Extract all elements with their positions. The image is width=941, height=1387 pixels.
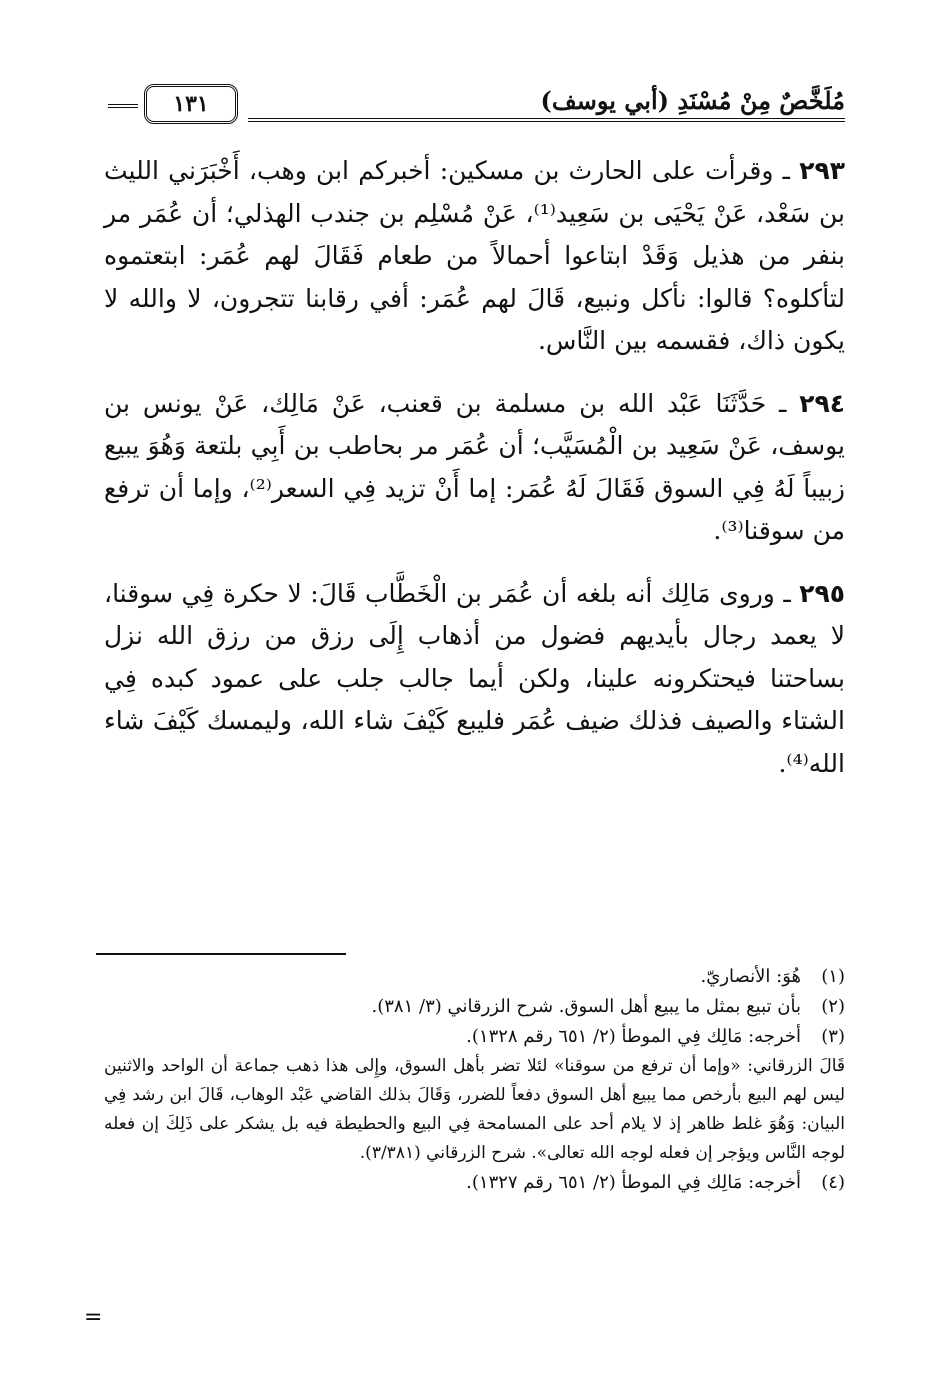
- footnote-number: (٤): [821, 1172, 845, 1193]
- footnote-text: بأن تبيع بمثل ما يبيع أهل السوق. شرح الزرقاني (٣/ ٣٨١).: [371, 996, 801, 1017]
- footnote-separator: [96, 953, 346, 955]
- footnote-text: أخرجه: مَالِك فِي الموطأ (٢/ ٦٥١ رقم ١٣٢٨).: [466, 1026, 801, 1047]
- footnote: [104, 1168, 845, 1198]
- footnote: [104, 992, 845, 1022]
- footnote-text: أخرجه: مَالِك فِي الموطأ (٢/ ٦٥١ رقم ١٣٢٧).: [466, 1172, 801, 1193]
- header-rule-right: [248, 118, 845, 122]
- footnote-text: هُوَ: الأنصاريّ.: [700, 966, 801, 987]
- hadith-text: ـ وقرأت على الحارث بن مسكين: أخبركم ابن وهب، أَخْبَرَني الليث بن سَعْد، عَنْ يَحْيَى بن سَعِيد⁽¹⁾، عَنْ مُسْلِم بن جندب الهذلي؛ أن عُمَر مر بنفر من هذيل وَقَدْ ابتاعوا أحمالاً من طعام فَقَالَ لهم عُمَر: ابتعتموه لتأكلوه؟ قالوا: نأكل ونبيع، قَالَ لهم عُمَر: أفي رقابنا تتجرون، لا والله لا يكون ذاك، فقسمه بين النَّاس.: [104, 156, 845, 355]
- continuation-mark: =: [84, 1305, 103, 1330]
- main-text: [104, 150, 845, 805]
- hadith-text: ـ وروى مَالِك أنه بلغه أن عُمَر بن الْخَطَّاب قَالَ: لا حكرة فِي سوقنا، لا يعمد رجال بأيديهم فضول من أذهاب إِلَى رزق من رزق الله نزل بساحتنا فيحتكرونه علينا، ولكن أيما جالب جلب على عمود كبده فِي الشتاء والصيف فذلك ضيف عُمَر فليبع كَيْفَ شاء الله، وليمسك كَيْفَ شاء الله⁽⁴⁾.: [104, 578, 845, 778]
- page-header: [108, 80, 845, 132]
- hadith-number: ٢٩٤: [799, 388, 845, 418]
- hadith-paragraph: [104, 150, 845, 363]
- footnote-number: (١): [821, 966, 845, 987]
- footnote: [104, 1022, 845, 1052]
- footnote: [104, 962, 845, 992]
- header-rule-left: [108, 104, 138, 108]
- footnote-commentary: قَالَ الزرقاني: «وإما أن ترفع من سوقنا» لئلا تضر بأهل السوق، وإِلى هذا ذهب جماعة أن الواحد والاثنين ليس لهم البيع بأرخص مما يبيع أهل السوق دفعاً للضرر، وَقَالَ بذلك القاضي عَبْد الوهاب، قَالَ ابن رشد فِي البيان: وَهُوَ غلط ظاهر إذ لا يلام أحد على المسامحة فِي البيع والحطيطة فيه بل يشكر على ذَلِكَ إن فعله لوجه النَّاس ويؤجر إن فعله لوجه الله تعالى». شرح الزرقاني (٣/٣٨١).: [104, 1056, 845, 1163]
- footnote-number: (٢): [821, 996, 845, 1017]
- page-number-text: ١٣١: [173, 91, 209, 117]
- page-number: [144, 84, 238, 124]
- footnotes: [104, 962, 845, 1198]
- hadith-number: ٢٩٥: [799, 578, 845, 608]
- hadith-text: ـ حَدَّثَنَا عَبْد الله بن مسلمة بن قعنب، عَنْ مَالِك، عَنْ يونس بن يوسف، عَنْ سَعِيد بن الْمُسَيَّب؛ أن عُمَر مر بحاطب بن أَبِي بلتعة وَهُوَ يبيع زبيباً لَهُ فِي السوق فَقَالَ لَهُ عُمَر: إما أَنْ تزيد فِي السعر⁽²⁾، وإما أن ترفع من سوقنا⁽³⁾.: [104, 388, 845, 545]
- book-title: مُلَخَّصٌ مِنْ مُسْنَدِ (أبي يوسف): [540, 86, 845, 115]
- hadith-number: ٢٩٣: [799, 156, 845, 185]
- hadith-paragraph: [104, 383, 845, 553]
- footnote-number: (٣): [821, 1026, 845, 1047]
- hadith-paragraph: [104, 573, 845, 786]
